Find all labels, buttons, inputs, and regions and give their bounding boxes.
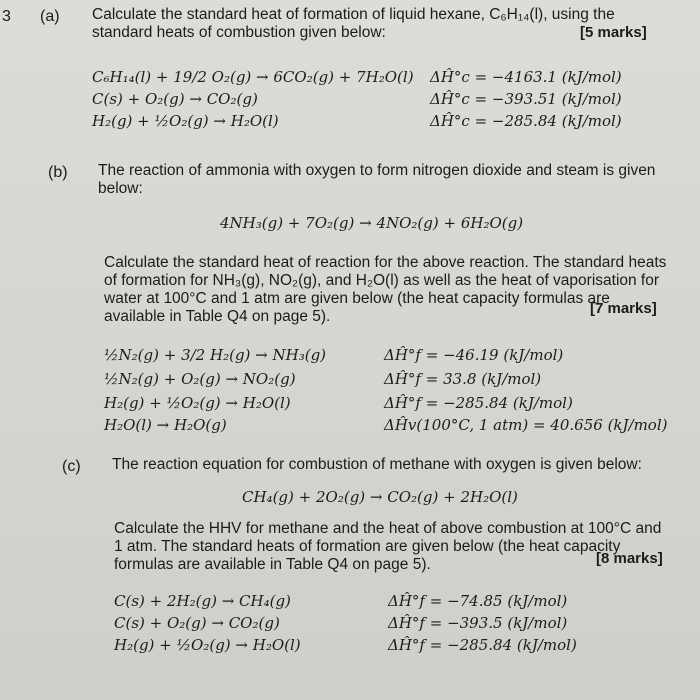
part-b-dh-2: ΔĤ°f = 33.8 (kJ/mol) [384,370,542,388]
part-b-dh-3: ΔĤ°f = −285.84 (kJ/mol) [384,394,573,412]
part-a-reaction-1: C₆H₁₄(l) + 19/2 O₂(g) → 6CO₂(g) + 7H₂O(l) [92,68,414,86]
part-b-question-line-2: below: [98,180,143,197]
part-b-main-equation: 4NH₃(g) + 7O₂(g) → 4NO₂(g) + 6H₂O(g) [220,214,524,232]
part-c-reaction-2: C(s) + O₂(g) → CO₂(g) [114,614,280,632]
part-a-reaction-3: H₂(g) + ½O₂(g) → H₂O(l) [92,112,279,130]
part-a-dh-2: ΔĤ°c = −393.51 (kJ/mol) [430,90,622,108]
part-b-para-line-1: Calculate the standard heat of reaction for the above reaction. The standard heats [104,254,667,271]
part-a-reaction-2: C(s) + O₂(g) → CO₂(g) [92,90,258,108]
part-b-reaction-1: ½N₂(g) + 3/2 H₂(g) → NH₃(g) [104,346,327,364]
part-b-para-line-2: of formation for NH₃(g), NO₂(g), and H₂O(l) as well as the heat of vaporisation for [104,272,660,289]
part-b-reaction-3: H₂(g) + ½O₂(g) → H₂O(l) [104,394,291,412]
part-a-marks: [5 marks] [580,24,647,41]
part-b-reaction-4: H₂O(l) → H₂O(g) [104,416,227,434]
part-a-dh-3: ΔĤ°c = −285.84 (kJ/mol) [430,112,622,130]
part-b-label: (b) [48,164,68,181]
part-a-question-line-1: Calculate the standard heat of formation of liquid hexane, C₆H₁₄(l), using the [92,6,615,23]
part-b-dh-4: ΔĤv(100°C, 1 atm) = 40.656 (kJ/mol) [384,416,668,434]
part-c-para-line-1: Calculate the HHV for methane and the heat of above combustion at 100°C and [114,520,662,537]
part-a-label: (a) [40,8,60,25]
part-c-dh-2: ΔĤ°f = −393.5 (kJ/mol) [388,614,568,632]
part-b-para-line-4: available in Table Q4 on page 5). [104,308,331,325]
part-c-marks: [8 marks] [596,550,663,567]
part-b-marks: [7 marks] [590,300,657,317]
left-margin-mark: 3 [2,8,11,25]
part-c-para-line-2: 1 atm. The standard heats of formation are given below (the heat capacity [114,538,621,555]
part-a-dh-1: ΔĤ°c = −4163.1 (kJ/mol) [430,68,622,86]
part-c-main-equation: CH₄(g) + 2O₂(g) → CO₂(g) + 2H₂O(l) [242,488,518,506]
part-c-dh-1: ΔĤ°f = −74.85 (kJ/mol) [388,592,568,610]
part-b-reaction-2: ½N₂(g) + O₂(g) → NO₂(g) [104,370,296,388]
part-c-reaction-3: H₂(g) + ½O₂(g) → H₂O(l) [114,636,301,654]
part-b-para-line-3: water at 100°C and 1 atm are given below (the heat capacity formulas are [104,290,610,307]
part-c-dh-3: ΔĤ°f = −285.84 (kJ/mol) [388,636,577,654]
part-c-label: (c) [62,458,81,475]
part-a-question-line-2: standard heats of combustion given below: [92,24,386,41]
part-c-reaction-1: C(s) + 2H₂(g) → CH₄(g) [114,592,291,610]
part-c-para-line-3: formulas are available in Table Q4 on page 5). [114,556,431,573]
part-b-question-line-1: The reaction of ammonia with oxygen to form nitrogen dioxide and steam is given [98,162,656,179]
part-b-dh-1: ΔĤ°f = −46.19 (kJ/mol) [384,346,564,364]
part-c-question-line-1: The reaction equation for combustion of methane with oxygen is given below: [112,456,642,473]
